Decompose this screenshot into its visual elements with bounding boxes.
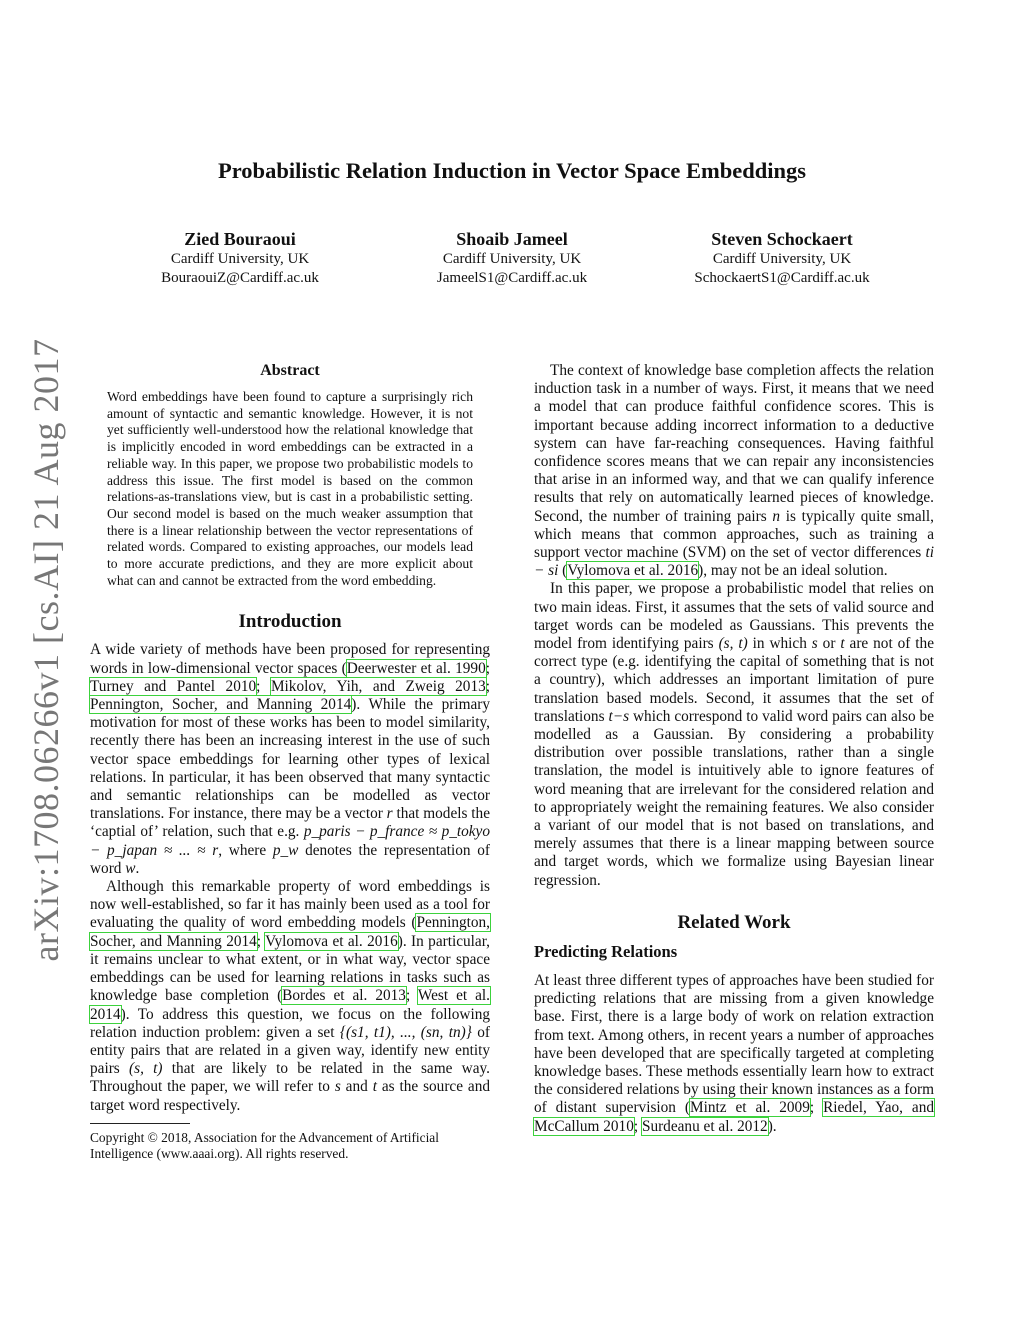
- text-run: ).: [767, 1117, 777, 1135]
- right-paragraph-3: [534, 972, 934, 1136]
- author-name: Steven Schockaert: [711, 229, 853, 249]
- copyright-footnote: Copyright © 2018, Association for the Advancement of Artificial Intelligence (www.aaai.org). All rights reserved.: [90, 1129, 439, 1162]
- arxiv-identifier-text: arXiv:1708.06266v1 [cs.AI] 21 Aug 2017: [26, 338, 66, 962]
- math-inline: w: [125, 859, 136, 877]
- text-run: ;: [809, 1099, 824, 1117]
- author-email: BouraouiZ@Cardiff.ac.uk: [161, 270, 319, 286]
- text-run: ;: [256, 932, 266, 950]
- arxiv-identifier: [18, 338, 74, 962]
- math-inline: {(s1, t1), ..., (sn, tn)}: [339, 1023, 472, 1041]
- math-inline: s: [334, 1078, 341, 1096]
- text-run: and: [340, 1078, 373, 1096]
- text-run: denotes the representation of word: [90, 841, 490, 877]
- text-run: In this paper, we propose a probabilistic model that relies on two main ideas. First, it assumes that the sets of valid source and target words can be modeled as Gaussians. This prevents the model from identifying pairs: [534, 580, 934, 653]
- abstract-heading: Abstract: [260, 362, 320, 379]
- intro-paragraph-1: [90, 641, 490, 878]
- author-block: [632, 228, 932, 288]
- left-column: [90, 362, 490, 1163]
- text-run: The context of knowledge base completion affects the relation induction task in a number of ways. First, it means that we need a model that can produce faithful confidence scores. This is important because adding incorrect information to a deductive system can have far-reaching consequences. Having faithful confidence scores means that we can repair any inconsistencies that arise in an informed way, and that we can qualify inference results that rely on automatically learned pieces of knowledge. Second, the number of training pairs: [534, 362, 934, 525]
- text-run: in which: [747, 635, 812, 653]
- text-run: ;: [485, 677, 490, 695]
- text-run: that are likely to be related in the same way. Throughout the paper, we will refer to: [90, 1060, 491, 1096]
- author-block: [362, 228, 662, 288]
- text-run: ). While the primary motivation for most of these works has been to model similarity, recently there has been an increasing interest in the use of such vector space embeddings for learning other types of lexical relations. In particular, it has been observed that many syntactic and semantic relationships can be modelled as vector translations. For instance, there may be a vector: [90, 696, 490, 823]
- text-run: ). In particular, it remains unclear to what extent, or in what way, vector space embeddings can be used for learning relations in tasks such as knowledge base completion (: [90, 932, 490, 1005]
- text-run: are not of the correct type (e.g. identifying the capital of something that is not a country), which addresses an important limitation of pure translation based models. Second, it assumes that the set of translations: [534, 635, 934, 725]
- text-run: Although this remarkable property of word embeddings is now well-established, so far it has mainly been used as a tool for evaluating the quality of word embedding models (: [90, 878, 490, 932]
- paper-title: Probabilistic Relation Induction in Vector Space Embeddings: [217, 158, 806, 183]
- author-block: [90, 228, 390, 288]
- text-run: of entity pairs that are related in a given way, identify new entity pairs: [90, 1023, 490, 1078]
- author-affiliation: Cardiff University, UK: [170, 251, 310, 267]
- math-inline: t−s: [608, 707, 630, 725]
- text-run: ;: [256, 677, 271, 695]
- text-run: is typically quite small, which means that common approaches, such as training a support vector machine (SVM) on the set of vector differences: [534, 507, 935, 562]
- text-run: (: [558, 562, 568, 580]
- math-inline: ti − si: [534, 544, 934, 580]
- author-affiliation: Cardiff University, UK: [442, 251, 582, 267]
- text-run: .: [135, 859, 140, 877]
- intro-paragraph-2: [90, 878, 490, 1115]
- citation-link[interactable]: Pennington, Socher, and Manning 2014: [90, 696, 352, 714]
- citation-link[interactable]: Riedel, Yao, and McCallum 2010: [534, 1099, 934, 1135]
- right-column: [534, 362, 934, 1136]
- citation-link[interactable]: Mintz et al. 2009: [689, 1099, 810, 1117]
- citation-link[interactable]: Vylomova et al. 2016: [567, 562, 699, 580]
- math-inline: s: [811, 635, 818, 653]
- right-paragraph-2: [534, 580, 934, 889]
- math-inline: (s, t): [129, 1060, 163, 1078]
- citation-link[interactable]: Deerwester et al. 1990: [346, 659, 486, 677]
- footnote-rule: [90, 1123, 190, 1124]
- text-run: A wide variety of methods have been proposed for representing words in low-dimensional vector spaces (: [90, 641, 490, 677]
- text-run: ), may not be an ideal solution.: [698, 562, 888, 580]
- citation-link[interactable]: Surdeanu et al. 2012: [641, 1117, 768, 1135]
- author-email: JameelS1@Cardiff.ac.uk: [436, 270, 588, 286]
- text-run: ;: [633, 1117, 642, 1135]
- citation-link[interactable]: Vylomova et al. 2016: [265, 932, 398, 950]
- citation-link[interactable]: West et al. 2014: [90, 987, 490, 1023]
- math-inline: r: [386, 805, 393, 823]
- math-inline: t: [372, 1078, 377, 1096]
- right-paragraph-1: [534, 362, 934, 580]
- predicting-relations-heading: Predicting Relations: [534, 941, 678, 961]
- author-email: SchockaertS1@Cardiff.ac.uk: [694, 270, 870, 286]
- text-run: ;: [485, 659, 490, 677]
- math-inline: n: [772, 507, 781, 525]
- abstract-text: Word embeddings have been found to capture a surprisingly rich amount of syntactic and semantic knowledge. However, it is not yet sufficiently well-understood how the relational knowledge that is implicitly encoded in word embeddings can be extracted in a reliable way. In this paper, we propose two probabilistic models to address this issue. The first model is based on the common relations-as-translations view, but is cast in a probabilistic setting. Our second model is based on the much weaker assumption that there is a linear relationship between the vector representations of related words. Compared to existing approaches, our models lead to more accurate predictions, and they are more explicit about what can and cannot be extracted from the word embedding.: [107, 389, 473, 588]
- math-inline: t: [840, 635, 845, 653]
- text-run: as the source and target word respectively.: [90, 1078, 490, 1114]
- author-affiliation: Cardiff University, UK: [712, 251, 852, 267]
- citation-link[interactable]: Pennington, Socher, and Manning 2014: [90, 914, 490, 950]
- citation-link[interactable]: Mikolov, Yih, and Zweig 2013: [270, 677, 486, 695]
- math-inline: p_paris − p_france ≈ p_tokyo − p_japan ≈ ... ≈ r: [90, 823, 490, 859]
- text-run: or: [817, 635, 841, 653]
- text-run: At least three different types of approaches have been studied for predicting relations that are missing from a given knowledge base. First, there is a large body of work on relation extraction from text. Among others, in recent years a number of approaches have been developed that are specifically targeted at completing knowledge bases. These methods essentially learn how to extract the considered relations by using their known instances as a form of distant supervision (: [534, 971, 934, 1117]
- author-name: Shoaib Jameel: [456, 229, 568, 249]
- author-name: Zied Bouraoui: [184, 229, 296, 249]
- math-inline: (s, t): [718, 635, 748, 653]
- text-run: , where: [218, 841, 273, 859]
- text-run: that models the ‘captial of’ relation, such that e.g.: [90, 805, 490, 841]
- related-work-heading: Related Work: [677, 911, 791, 933]
- text-run: ;: [405, 987, 418, 1005]
- citation-link[interactable]: Bordes et al. 2013: [282, 987, 406, 1005]
- math-inline: p_w: [272, 841, 299, 859]
- introduction-heading: Introduction: [238, 611, 342, 633]
- text-run: ). To address this question, we focus on the following relation induction problem: given a set: [90, 1005, 490, 1041]
- text-run: which correspond to valid word pairs can also be modelled as a Gaussian. By considering a probability distribution over possible translations, rather than a single translation, the model is intuitively able to ignore features of word meaning that are irrelevant for the considered relation and to appropriately weight the remaining features. We also consider a variant of our model that is not based on translations, and merely assumes that there is a linear mapping between source and target words, which we formalize using Bayesian linear regression.: [534, 707, 934, 889]
- citation-link[interactable]: Turney and Pantel 2010: [90, 677, 257, 695]
